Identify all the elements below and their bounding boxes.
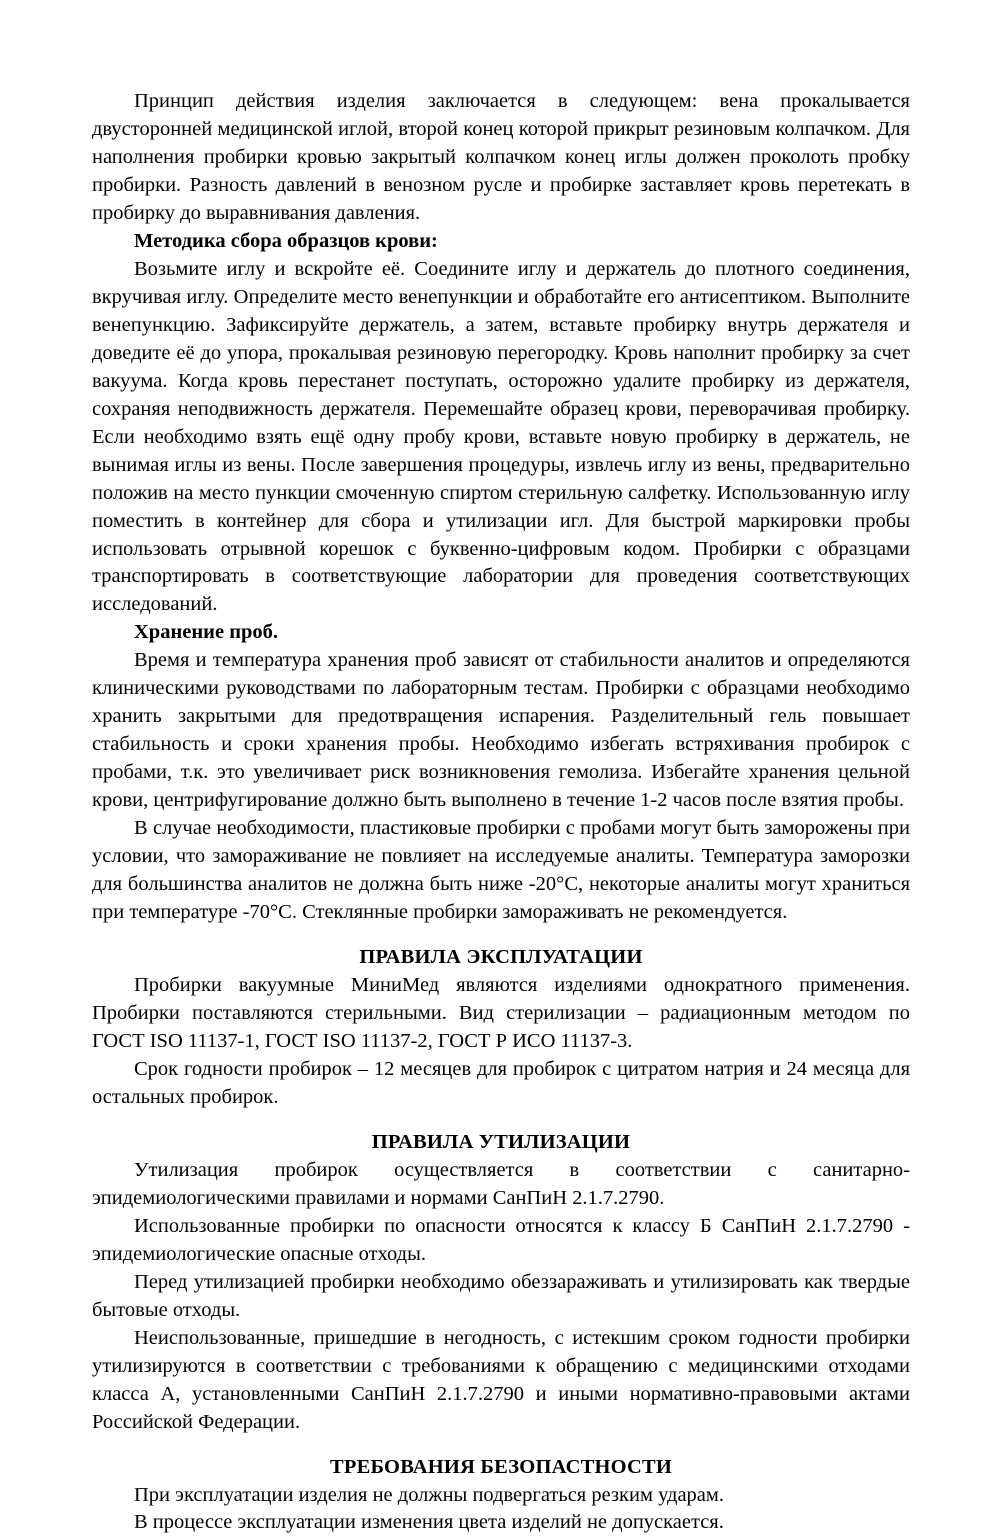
section-heading-disposal-rules: ПРАВИЛА УТИЛИЗАЦИИ: [371, 1130, 631, 1153]
paragraph-storage-1: Время и температура хранения проб зависят от стабильности аналитов и определяются клиническими руководствами по лабораторным тестам. Пробирки с образцами необходимо хранить закрытыми для предотвращения испарения. Разделительный гель повышает стабильность и сроки хранения пробы. Необходимо избегать встряхивания пробирок с пробами, т.к. это увеличивает риск возникновения гемолиза. Избегайте хранения цельной крови, центрифугирование должно быть выполнено в течение 1-2 часов после взятия пробы.: [92, 649, 910, 812]
paragraph-principle: Принцип действия изделия заключается в следующем: вена прокалывается двусторонней медицинской иглой, второй конец которой прикрыт резиновым колпачком. Для наполнения пробирки кровью закрытый колпачком конец иглы должен проколоть пробку пробирки. Разность давлений в венозном русле и пробирке заставляет кровь перетекать в пробирку до выравнивания давления.: [92, 90, 910, 224]
paragraph-disposal-1: Утилизация пробирок осуществляется в соответствии с санитарно-эпидемиологическими правилами и нормами СанПиН 2.1.7.2790.: [92, 1158, 910, 1209]
paragraph-operation-1: Пробирки вакуумные МиниМед являются изделиями однократного применения. Пробирки поставляются стерильными. Вид стерилизации – радиационным методом по ГОСТ ISO 11137-1, ГОСТ ISO 11137-2, ГОСТ Р ИСО 11137-3.: [92, 974, 910, 1052]
paragraph-disposal-2: Использованные пробирки по опасности относятся к классу Б СанПиН 2.1.7.2790 - эпидемиологические опасные отходы.: [92, 1214, 910, 1265]
section-heading-operation-rules: ПРАВИЛА ЭКСПЛУАТАЦИИ: [359, 946, 643, 969]
section-heading-safety-requirements: ТРЕБОВАНИЯ БЕЗОПАСТНОСТИ: [329, 1455, 673, 1478]
paragraph-collection-method: Возьмите иглу и вскройте её. Соедините иглу и держатель до плотного соединения, вкручивая иглу. Определите место венепункции и обработайте его антисептиком. Выполните венепункцию. Зафиксируйте держатель, а затем, вставьте пробирку внутрь держателя и доведите её до упора, прокалывая резиновую перегородку. Кровь наполнит пробирку за счет вакуума. Когда кровь перестанет поступать, осторожно удалите пробирку из держателя, сохраняя неподвижность держателя. Перемешайте образец крови, переворачивая пробирку. Если необходимо взять ещё одну пробу крови, вставьте новую пробирку в держатель, не вынимая иглы из вены. После завершения процедуры, извлечь иглу из вены, предварительно положив на место пункции смоченную спиртом стерильную салфетку. Использованную иглу поместить в контейнер для сбора и утилизации игл. Для быстрой маркировки пробы использовать отрывной корешок с буквенно-цифровым кодом. Пробирки с образцами транспортировать в соответствующие лаборатории для проведения соответствующих исследований.: [92, 257, 910, 616]
paragraph-operation-2: Срок годности пробирок – 12 месяцев для пробирок с цитратом натрия и 24 месяца для остальных пробирок.: [92, 1057, 910, 1108]
paragraph-safety-1: При эксплуатации изделия не должны подвергаться резким ударам.: [134, 1483, 725, 1506]
paragraph-disposal-3: Перед утилизацией пробирки необходимо обеззараживать и утилизировать как твердые бытовые отходы.: [92, 1270, 910, 1321]
heading-storage: Хранение проб.: [134, 621, 279, 644]
paragraph-disposal-4: Неиспользованные, пришедшие в негодность, с истекшим сроком годности пробирки утилизируются в соответствии с требованиями к обращению с медицинскими отходами класса А, установленными СанПиН 2.1.7.2790 и иными нормативно-правовыми актами Российской Федерации.: [92, 1326, 910, 1433]
heading-collection-method: Методика сбора образцов крови:: [134, 229, 438, 252]
paragraph-safety-2: В процессе эксплуатации изменения цвета изделий не допускается.: [134, 1511, 724, 1534]
document-body: [92, 88, 910, 1537]
paragraph-storage-2: В случае необходимости, пластиковые пробирки с пробами могут быть заморожены при условии, что замораживание не повлияет на исследуемые аналиты. Температура заморозки для большинства аналитов не должна быть ниже -20°С, некоторые аналиты могут храниться при температуре -70°С. Стеклянные пробирки замораживать не рекомендуется.: [92, 817, 910, 924]
